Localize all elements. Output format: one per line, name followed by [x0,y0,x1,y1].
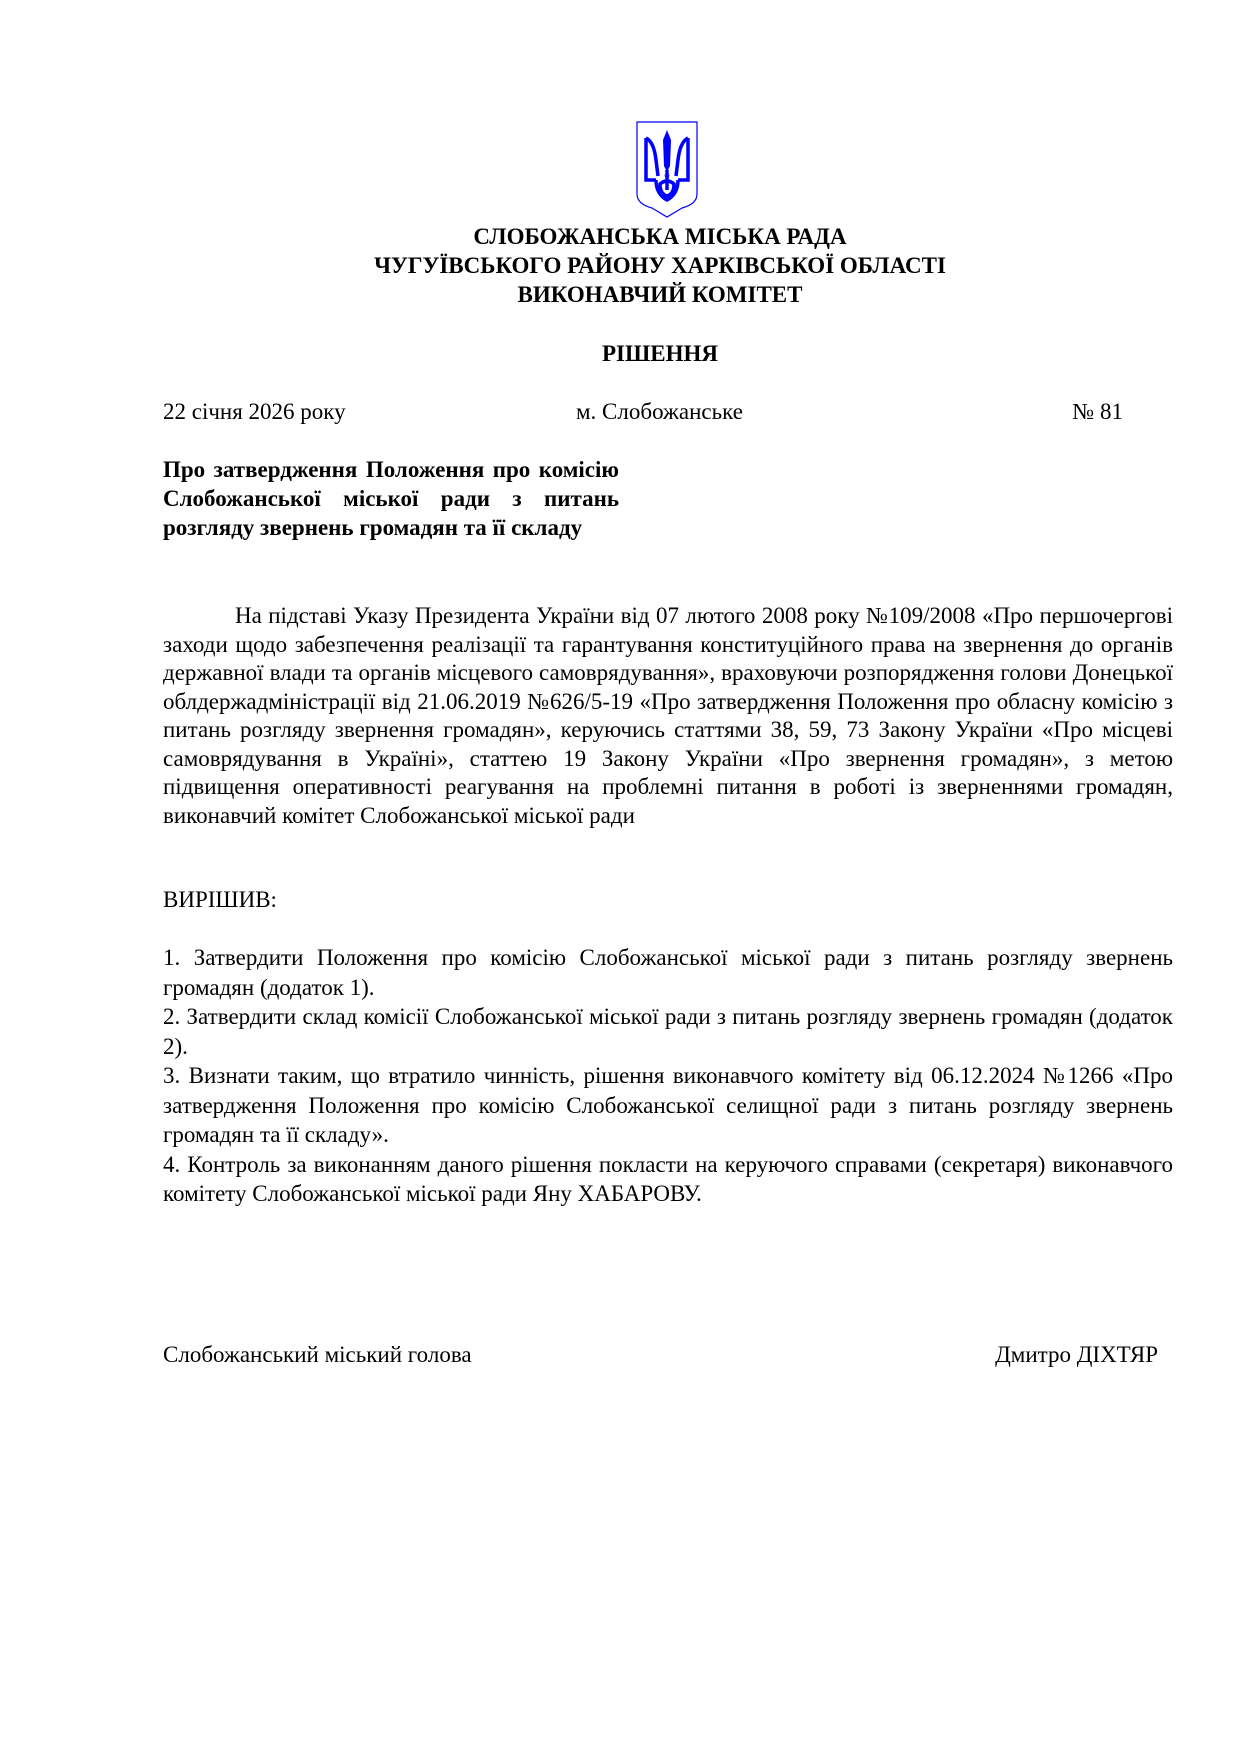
document-number: № 81 [1072,399,1123,424]
document-place: м. Слобожанське [576,399,743,424]
decision-item: 2. Затвердити склад комісії Слобожанської міської ради з питань розгляду звернень громадян (додаток 2). [163,1004,1173,1059]
document-subject: Про затвердження Положення про комісію Слобожанської міської ради з питань розгляду звернень громадян та її складу [163,457,619,540]
decision-item: 4. Контроль за виконанням даного рішення покласти на керуючого справами (секретаря) виконавчого комітету Слобожанської міської ради Яну ХАБАРОВУ. [163,1151,1173,1206]
header-line: СЛОБОЖАНСЬКА МІСЬКА РАДА [473,224,847,249]
document-date: 22 січня 2026 року [163,399,346,424]
signatory-name: Дмитро ДІХТЯР [995,1342,1158,1367]
issuer-header [160,222,1160,309]
decision-item: 1. Затвердити Положення про комісію Слобожанської міської ради з питань розгляду звернень громадян (додаток 1). [163,945,1173,1000]
decisions-list [163,943,1173,1209]
signatory-position: Слобожанський міський голова [163,1342,472,1367]
document-type: РІШЕННЯ [602,341,718,366]
header-line: ВИКОНАВЧИЙ КОМІТЕТ [517,282,803,307]
preamble-paragraph: На підставі Указу Президента України від 07 лютого 2008 року №109/2008 «Про першочергові заходи щодо забезпечення реалізації та гарантування конституційного права на звернення до органів державної влади та органів місцевого самоврядування», враховуючи розпорядження голови Донецької облдержадміністрації від 21.06.2019 №626/5-19 «Про затвердження Положення про обласну комісію з питань розгляду звернення громадян», керуючись статтями 38, 59, 73 Закону України «Про місцеві самоврядування в Україні», статтею 19 Закону України «Про звернення громадян», з метою підвищення оперативності реагування на проблемні питання в роботі із зверненнями громадян, виконавчий комітет Слобожанської міської ради [163,603,1173,828]
header-line: ЧУГУЇВСЬКОГО РАЙОНУ ХАРКІВСЬКОЇ ОБЛАСТІ [374,253,946,278]
resolved-label: ВИРІШИВ: [163,887,277,912]
decision-item: 3. Визнати таким, що втратило чинність, рішення виконавчого комітету від 06.12.2024 №1266 «Про затвердження Положення про комісію Слобожанської селищної ради з питань розгляду звернень громадян та її складу». [163,1063,1173,1147]
coat-of-arms-icon [636,120,698,220]
